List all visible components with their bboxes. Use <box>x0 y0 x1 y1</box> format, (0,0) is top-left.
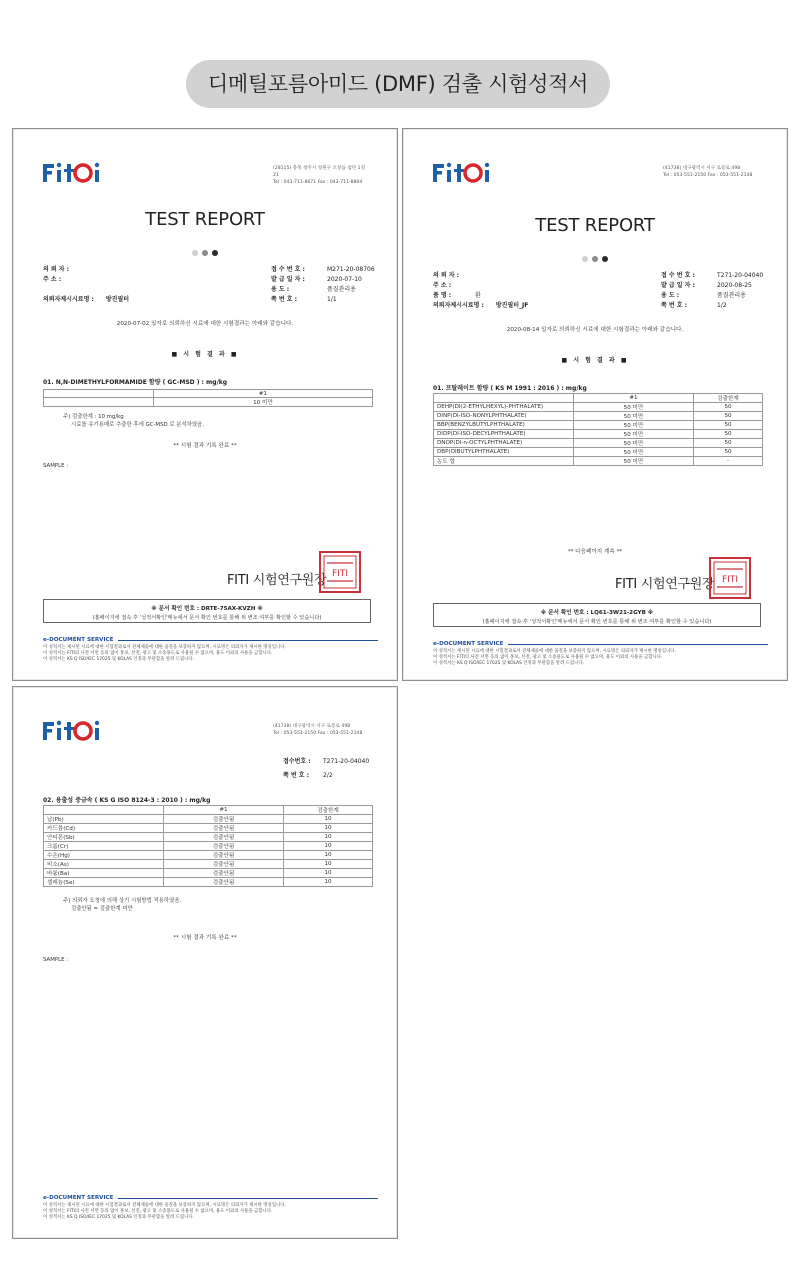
analyte: DBP(DIBUTYLPHTHALATE) <box>434 448 574 457</box>
table-header-row <box>434 394 763 403</box>
col-header <box>434 394 574 403</box>
purpose-label: 용 도 : <box>661 292 680 299</box>
edocument-title: e-DOCUMENT SERVICE <box>43 1195 114 1201</box>
detection-limit: 10 <box>284 824 373 833</box>
seal-text: FITI <box>332 569 348 579</box>
confirm-description: (홈페이지에 접속 후 '성적서확인'메뉴에서 문서 확인 번호를 통해 위 변조 여부를 확인할 수 있습니다) <box>482 619 712 625</box>
table-header-row <box>44 806 373 815</box>
detection-limit: 10 <box>284 869 373 878</box>
contact-line: Tel : 053-551-2150 Fax : 053-551-2148 <box>273 731 363 736</box>
analyte: DINP(DI-ISO-NONYLPHTHALATE) <box>434 412 574 421</box>
col-header: #1 <box>164 806 284 815</box>
issue-date-label: 발 급 일 자 : <box>661 282 695 289</box>
analyte: BBP(BENZYLBUTYLPHTHALATE) <box>434 421 574 430</box>
result: 검출안됨 <box>164 833 284 842</box>
sample-name-label: 의뢰자제시시료명 : <box>433 302 484 309</box>
edocument-service <box>433 641 768 667</box>
page-dots <box>13 241 397 260</box>
table-row <box>434 457 763 466</box>
detection-limit: 10 <box>284 842 373 851</box>
eds-line: 이 성적서는 제시된 시료에 대한 시험결과로서 전체제품에 대한 품질을 보증하지 않으며, 시료명은 의뢰자가 제시한 명칭입니다. <box>433 649 676 654</box>
intro-text: 2020-08-14 일자로 의뢰하신 시료에 대한 시험결과는 아래와 같습니다. <box>506 327 684 333</box>
result: 50 미만 <box>574 430 694 439</box>
result-value: 10 미만 <box>154 398 373 407</box>
client-info <box>43 265 129 305</box>
receipt-no-label: 접 수 번 호 : <box>661 272 695 279</box>
lab-address <box>273 165 369 186</box>
eds-line: 이 성적서는 FITI의 사전 서면 동의 없이 홍보, 선전, 광고 및 소송용도로 사용될 수 없으며, 용도 이외의 사용을 금합니다. <box>43 1209 273 1214</box>
page-no-label: 쪽 번 호 : <box>283 772 310 779</box>
eds-line: 이 성적서는 KS Q ISO/IEC 17025 및 KOLAS 인정과 무관함을 알려 드립니다. <box>433 661 585 666</box>
result: 50 미만 <box>574 403 694 412</box>
test-item-title: 01. 프탈레이트 함량 ( KS M 1991 : 2016 ) : mg/kg <box>433 385 587 392</box>
note-line: 시료를 유기용매로 추출한 후에 GC-MSD 로 분석하였음. <box>71 422 205 428</box>
table-row <box>434 403 763 412</box>
eds-line: 이 성적서는 FITI의 사전 서면 동의 없이 홍보, 선전, 광고 및 소송용도로 사용될 수 없으며, 용도 이외의 사용을 금합니다. <box>43 651 273 656</box>
detection-limit: 10 <box>284 833 373 842</box>
result: 50 미만 <box>574 421 694 430</box>
analyte: 셀레늄(Se) <box>44 878 164 887</box>
product-label: 품 명 : <box>433 292 452 299</box>
section-heading: ■ 시 험 결 과 ■ <box>561 357 629 364</box>
result: 검출안됨 <box>164 815 284 824</box>
eds-line: 이 성적서는 FITI의 사전 서면 동의 없이 홍보, 선전, 광고 및 소송용도로 사용될 수 없으며, 용도 이외의 사용을 금합니다. <box>433 655 663 660</box>
intro-text: 2020-07-02 일자로 의뢰하신 시료에 대한 시험결과는 아래와 같습니다. <box>116 321 294 327</box>
address-label: 주 소 : <box>43 276 62 283</box>
fiti-logo <box>43 717 105 743</box>
result: 검출안됨 <box>164 851 284 860</box>
client-info <box>433 271 528 311</box>
notes <box>63 413 204 429</box>
analyte: 비소(As) <box>44 860 164 869</box>
detection-limit: 10 <box>284 878 373 887</box>
end-mark: ** 시험 결과 기록 완료 ** <box>173 935 237 941</box>
report-info <box>271 265 391 305</box>
eds-line: 이 성적서는 제시된 시료에 대한 시험결과로서 전체제품에 대한 품질을 보증하지 않으며, 시료명은 의뢰자가 제시한 명칭입니다. <box>43 1203 286 1208</box>
detection-limit: 10 <box>284 851 373 860</box>
page-no-label: 쪽 번 호 : <box>271 296 298 303</box>
report-title: TEST REPORT <box>145 209 265 230</box>
receipt-no-value: T271-20-04040 <box>323 758 370 765</box>
result: 검출안됨 <box>164 860 284 869</box>
table-row <box>44 833 373 842</box>
detection-limit: 50 <box>694 439 763 448</box>
section-heading: ■ 시 험 결 과 ■ <box>171 351 239 358</box>
receipt-no-value: M271-20-08706 <box>327 266 375 273</box>
table-row <box>434 412 763 421</box>
test-item-title: 01. N,N-DIMETHYLFORMAMIDE 함량 ( GC-MSD ) : mg/kg <box>43 379 228 386</box>
confirm-number: ※ 문서 확인 번호 : DRTE-75AX-KVZH ※ <box>151 606 263 612</box>
result: 검출안됨 <box>164 878 284 887</box>
eds-line: 이 성적서는 제시된 시료에 대한 시험결과로서 전체제품에 대한 품질을 보증하지 않으며, 시료명은 의뢰자가 제시한 명칭입니다. <box>43 645 286 650</box>
page-no-value: 2/2 <box>323 772 333 779</box>
col-header <box>44 806 164 815</box>
analyte: 수은(Hg) <box>44 851 164 860</box>
page-dots <box>403 247 787 266</box>
detection-limit: - <box>694 457 763 466</box>
test-report-page-2 <box>402 128 788 681</box>
table-header: #1 <box>154 390 373 398</box>
sample-name-label: 의뢰자제시시료명 : <box>43 296 94 303</box>
detection-limit: 50 <box>694 412 763 421</box>
edocument-service <box>43 1195 378 1221</box>
test-report-page-3 <box>12 686 398 1239</box>
phthalate-table <box>433 393 763 466</box>
report-info <box>661 271 781 311</box>
analyte: 카드뮴(Cd) <box>44 824 164 833</box>
purpose-value: 품질관리용 <box>327 286 356 293</box>
issue-date-value: 2020-08-25 <box>717 282 752 289</box>
address-line: (41738) 대구광역시 서구 로롱로 498 <box>273 724 351 729</box>
issue-date-label: 발 급 일 자 : <box>271 276 305 283</box>
report-info <box>283 757 403 781</box>
detection-limit: 10 <box>284 860 373 869</box>
table-row <box>434 421 763 430</box>
detection-limit: 50 <box>694 421 763 430</box>
detection-limit: 50 <box>694 403 763 412</box>
page-no-value: 1/1 <box>327 296 337 303</box>
official-seal <box>709 557 751 599</box>
result: 50 미만 <box>574 412 694 421</box>
contact-line: Tel : 053-551-2150 Fax : 053-551-2148 <box>663 173 753 178</box>
analyte: 바륨(Ba) <box>44 869 164 878</box>
page-no-value: 1/2 <box>717 302 727 309</box>
edocument-service <box>43 637 378 663</box>
sample-label: SAMPLE : <box>43 463 69 469</box>
address-label: 주 소 : <box>433 282 452 289</box>
lab-address <box>273 723 369 737</box>
result: 50 미만 <box>574 439 694 448</box>
analyte: 농도 합 <box>434 457 574 466</box>
sample-name-value: 방진필터_JF <box>495 302 529 309</box>
col-header: 검출한계 <box>694 394 763 403</box>
receipt-no-label: 접 수 번 호 : <box>271 266 305 273</box>
receipt-no-label: 접수번호 : <box>283 758 311 765</box>
contact-line: Tel : 043-711-8671 Fax : 043-711-8804 <box>273 180 363 185</box>
address-line: (41738) 대구광역시 서구 로롱로 498 <box>663 166 741 171</box>
test-item-title: 02. 용출성 중금속 ( KS G ISO 8124-3 : 2010 ) : mg/kg <box>43 797 211 804</box>
signature: FITI 시험연구원장 <box>227 573 327 588</box>
table-row <box>44 824 373 833</box>
table-row <box>44 842 373 851</box>
document-confirm-box <box>433 603 761 627</box>
client-label: 의 뢰 자 : <box>433 272 460 279</box>
table-row <box>44 878 373 887</box>
end-mark: ** 시험 결과 기록 완료 ** <box>173 443 237 449</box>
lab-address <box>663 165 759 179</box>
analyte: 크롬(Cr) <box>44 842 164 851</box>
purpose-label: 용 도 : <box>271 286 290 293</box>
sample-name-value: 방진필터 <box>105 296 130 303</box>
result: 검출안됨 <box>164 869 284 878</box>
analyte: 안티몬(Sb) <box>44 833 164 842</box>
analyte: DNOP(DI-n-OCTYLPHTHALATE) <box>434 439 574 448</box>
analyte: 납(Pb) <box>44 815 164 824</box>
result: 50 미만 <box>574 457 694 466</box>
table-row <box>434 439 763 448</box>
sample-label: SAMPLE : <box>43 957 69 963</box>
table-row <box>44 869 373 878</box>
page-title: 디메틸포름아미드 (DMF) 검출 시험성적서 <box>186 60 610 108</box>
address-line: (28115) 충북 청주시 청원구 오창읍 첨단 1길 21 <box>273 166 366 178</box>
eds-line: 이 성적서는 KS Q ISO/IEC 17025 및 KOLAS 인정과 무관함을 알려 드립니다. <box>43 657 195 662</box>
signature: FITI 시험연구원장 <box>615 577 715 592</box>
detection-limit: 50 <box>694 430 763 439</box>
fiti-logo <box>433 159 495 185</box>
table-row <box>44 851 373 860</box>
table-row <box>44 815 373 824</box>
eds-line: 이 성적서는 KS Q ISO/IEC 17025 및 KOLAS 인정과 무관함을 알려 드립니다. <box>43 1215 195 1220</box>
table-row <box>434 448 763 457</box>
report-title: TEST REPORT <box>535 215 655 236</box>
edocument-title: e-DOCUMENT SERVICE <box>43 637 114 643</box>
product-value: 환 <box>475 292 481 299</box>
heavy-metal-table <box>43 805 373 887</box>
confirm-description: (홈페이지에 접속 후 '성적서확인'메뉴에서 문서 확인 번호를 통해 위 변조 여부를 확인할 수 있습니다) <box>92 615 322 621</box>
test-report-page-1 <box>12 128 398 681</box>
continue-mark: ** 다음페이지 계속 ** <box>567 549 623 555</box>
analyte: DIDP(DI-ISO-DECYLPHTHALATE) <box>434 430 574 439</box>
col-header: 검출한계 <box>284 806 373 815</box>
receipt-no-value: T271-20-04040 <box>717 272 764 279</box>
analyte: DEHP(DI(2-ETHYLHEXYL)-PHTHALATE) <box>434 403 574 412</box>
table-row <box>44 860 373 869</box>
edocument-title: e-DOCUMENT SERVICE <box>433 641 504 647</box>
detection-limit: 50 <box>694 448 763 457</box>
note-line: 검출안됨 = 검출한계 미만 <box>71 906 133 912</box>
confirm-number: ※ 문서 확인 번호 : LQ61-3W21-2GYB ※ <box>540 610 654 616</box>
fiti-logo <box>43 159 105 185</box>
issue-date-value: 2020-07-10 <box>327 276 362 283</box>
result: 검출안됨 <box>164 824 284 833</box>
result-table <box>43 389 373 407</box>
client-label: 의 뢰 자 : <box>43 266 70 273</box>
result: 50 미만 <box>574 448 694 457</box>
col-header: #1 <box>574 394 694 403</box>
note-line: 주) 의뢰자 요청에 의해 상기 시험방법 적용하였음. <box>63 898 182 904</box>
seal-text: FITI <box>722 575 738 585</box>
document-confirm-box <box>43 599 371 623</box>
result: 검출안됨 <box>164 842 284 851</box>
page-no-label: 쪽 번 호 : <box>661 302 688 309</box>
notes <box>63 897 181 913</box>
detection-limit: 10 <box>284 815 373 824</box>
purpose-value: 품질관리용 <box>717 292 746 299</box>
official-seal <box>319 551 361 593</box>
note-line: 주) 검출한계 : 10 mg/kg <box>63 414 124 420</box>
table-row <box>434 430 763 439</box>
